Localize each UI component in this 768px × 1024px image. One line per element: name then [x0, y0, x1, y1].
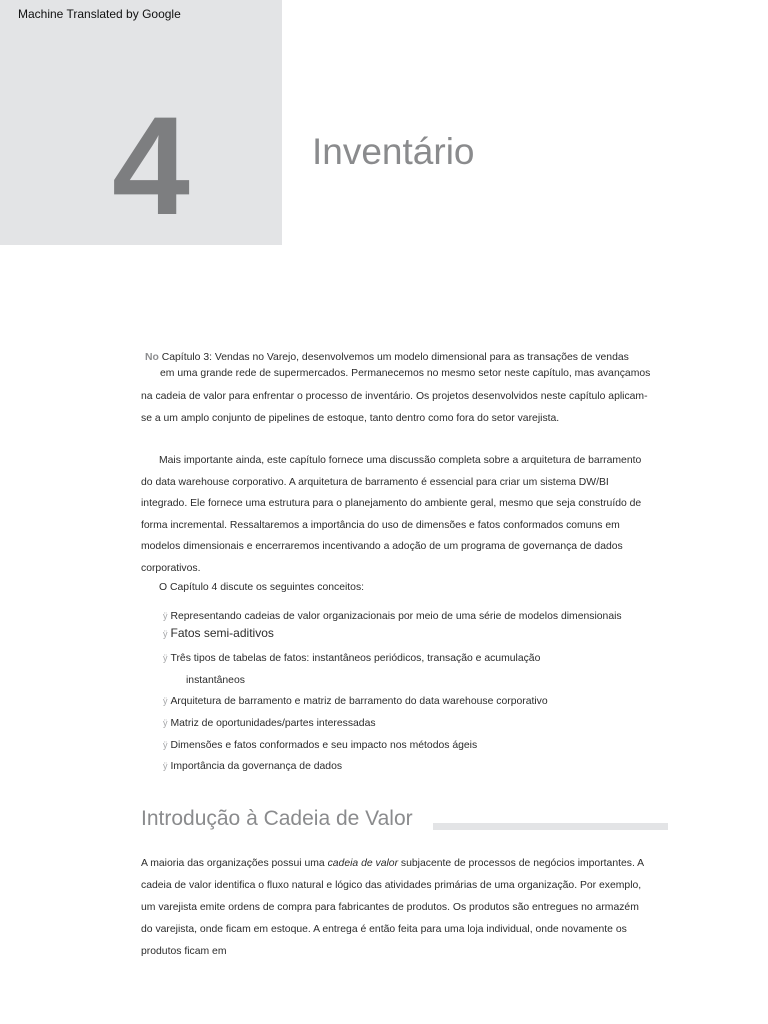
list-item-continuation: instantâneos	[186, 675, 245, 686]
list-item: ÿ Dimensões e fatos conformados e seu impacto nos métodos ágeis	[163, 740, 478, 751]
chapter-number: 4	[112, 87, 190, 244]
intro-paragraph	[141, 350, 666, 429]
chapter-title: Inventário	[312, 131, 475, 172]
list-item: ÿ Fatos semi-aditivos	[163, 626, 274, 640]
paragraph-line: modelos dimensionais e encerraremos incentivando a adoção de um programa de governança de dados	[141, 541, 623, 553]
list-item: ÿ Matriz de oportunidades/partes interessadas	[163, 718, 376, 729]
list-item: ÿ Importância da governança de dados	[163, 761, 343, 772]
bullet-icon: ÿ	[163, 611, 168, 621]
intro-line-2: em uma grande rede de supermercados. Permanecemos no mesmo setor neste capítulo, mas avançamos	[160, 368, 651, 379]
paragraph-line: A maioria das organizações possui uma cadeia de valor subjacente de processos de negócios importantes. A	[141, 858, 645, 869]
bullet-icon: ÿ	[163, 629, 168, 639]
paragraph-line: um varejista emite ordens de compra para fabricantes de produtos. Os produtos são entregues no armazém	[141, 902, 639, 913]
paragraph-line: Mais importante ainda, este capítulo fornece uma discussão completa sobre a arquitetura de barramento	[159, 455, 642, 466]
bullet-icon: ÿ	[163, 718, 168, 728]
value-chain-paragraph	[141, 853, 666, 963]
intro-lead-word: No	[145, 352, 159, 363]
list-item: ÿ Representando cadeias de valor organizacionais por meio de uma série de modelos dimensionais	[163, 611, 622, 622]
intro-line-3: na cadeia de valor para enfrentar o processo de inventário. Os projetos desenvolvidos neste capítulo aplicam-	[141, 391, 648, 402]
machine-translation-label: Machine Translated by Google	[18, 7, 181, 21]
chapter-banner	[0, 0, 282, 245]
bullet-icon: ÿ	[163, 761, 168, 771]
list-item: ÿ Três tipos de tabelas de fatos: instantâneos periódicos, transação e acumulação	[163, 653, 541, 664]
bullet-icon: ÿ	[163, 653, 168, 663]
intro-line-4: se a um amplo conjunto de pipelines de estoque, tanto dentro como fora do setor varejista.	[141, 412, 560, 424]
section-heading: Introdução à Cadeia de Valor	[141, 807, 413, 830]
paragraph-line: do data warehouse corporativo. A arquitetura de barramento é essencial para criar um sistema DW/BI	[141, 476, 609, 488]
list-item: ÿ Arquitetura de barramento e matriz de barramento do data warehouse corporativo	[163, 696, 548, 707]
paragraph-line: forma incremental. Ressaltaremos a importância do uso de dimensões e fatos conformados comuns em	[141, 519, 620, 531]
paragraph-line: cadeia de valor identifica o fluxo natural e lógico das atividades primárias de uma organização. Por exemplo,	[141, 880, 642, 891]
emphasis-term: cadeia de valor	[327, 858, 399, 869]
bullet-icon: ÿ	[163, 696, 168, 706]
intro-line-1: No Capítulo 3: Vendas no Varejo, desenvolvemos um modelo dimensional para as transações de vendas	[145, 352, 629, 363]
bullet-icon: ÿ	[163, 740, 168, 750]
paragraph-line: corporativos.	[141, 562, 201, 574]
paragraph-line: produtos ficam em	[141, 946, 227, 957]
section-rule	[433, 823, 668, 830]
concepts-intro: O Capítulo 4 discute os seguintes conceitos:	[159, 582, 365, 593]
paragraph-line: do varejista, onde ficam em estoque. A entrega é então feita para uma loja individual, onde novamente os	[141, 924, 627, 935]
paragraph-line: integrado. Ele fornece uma estrutura para o planejamento do ambiente geral, mesmo que seja construído de	[141, 498, 642, 510]
architecture-paragraph	[141, 450, 666, 580]
